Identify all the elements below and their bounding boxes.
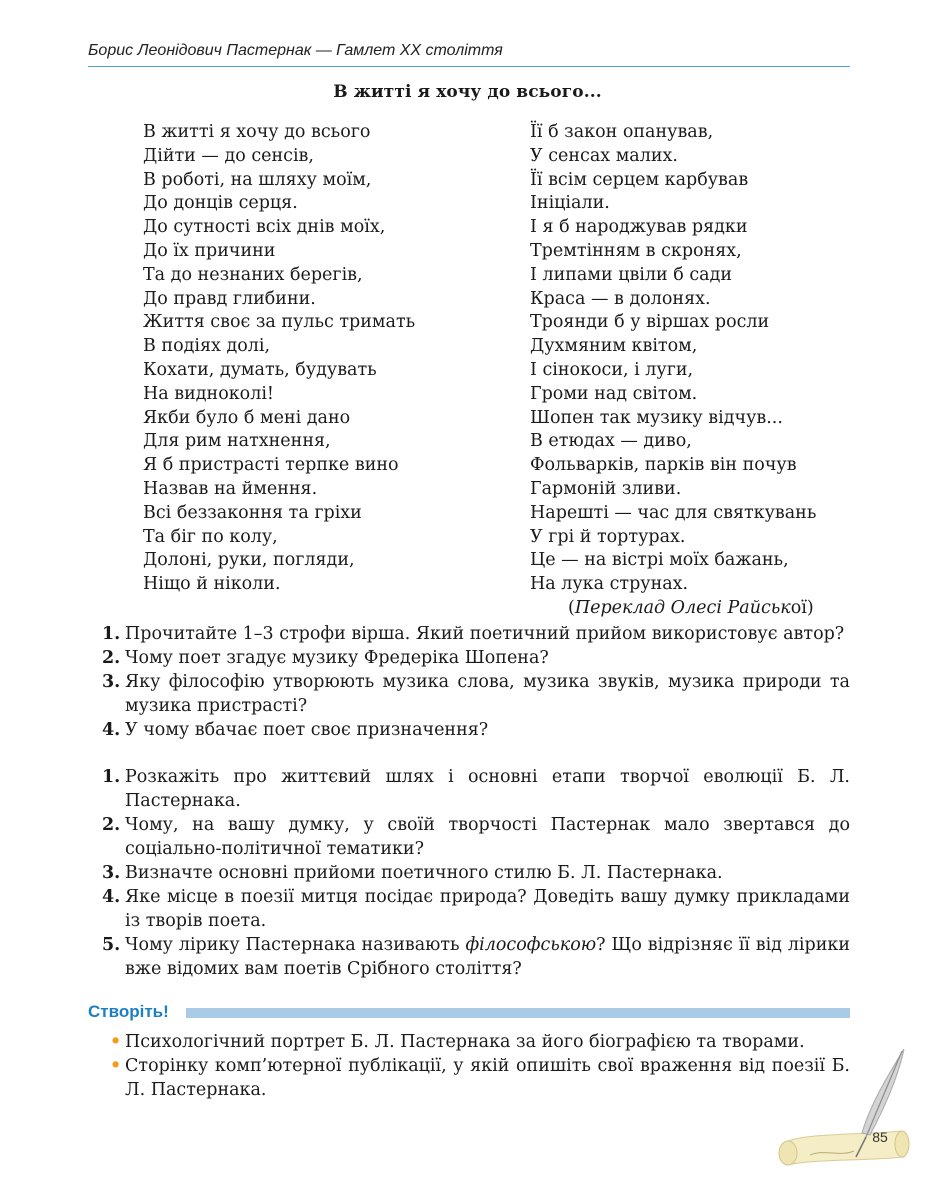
poem-line: В житті я хочу до всього	[143, 122, 371, 142]
quill-scroll-icon	[770, 1045, 910, 1175]
poem-line: Кохати, думать, будувать	[143, 359, 377, 380]
question-text: У чому вбачає поет своє призначення?	[125, 720, 489, 740]
running-header	[88, 42, 850, 67]
translation-credit-italic: Переклад Олесі Райськ	[574, 598, 791, 618]
question-text-before: Чому лірику Пастернака називають	[125, 935, 466, 955]
poem-line: В подіях долі,	[143, 336, 271, 357]
running-header-title: Борис Леонідович Пастернак — Гамлет ХХ століття	[88, 42, 503, 59]
question-item	[102, 813, 850, 861]
question-number: 1.	[102, 767, 121, 787]
poem-line: Для рим натхнення,	[143, 431, 331, 452]
review-questions	[102, 765, 850, 981]
translation-paren-close: ої)	[790, 598, 814, 618]
poem-line: Та біг по колу,	[143, 526, 278, 547]
poem-line: Я б пристрасті терпке вино	[143, 455, 399, 476]
poem-line: Якби було б мені дано	[143, 407, 351, 428]
poem-line: Духмяним квітом,	[530, 336, 698, 357]
translation-paren-open: (	[568, 598, 575, 618]
question-item	[102, 670, 850, 718]
poem-line: Фольварків, парків він почув	[530, 455, 797, 476]
poem-left-column	[143, 121, 415, 597]
poem-line: В етюдах — диво,	[530, 431, 692, 452]
question-text: Прочитайте 1–3 строфи вірша. Який поетичний прийом використовує автор?	[125, 624, 845, 644]
question-text: Визначте основні прийоми поетичного стилю Б. Л. Пастернака.	[125, 863, 723, 883]
create-section-heading	[88, 1002, 850, 1024]
poem-line: Шопен так музику відчув...	[530, 407, 783, 428]
poem-line: Всі беззаконня та гріхи	[143, 502, 362, 523]
question-number: 3.	[102, 672, 121, 692]
question-text: Розкажіть про життєвий шлях і основні етапи творчої еволюції Б. Л. Пастернака.	[125, 767, 850, 811]
question-number: 2.	[102, 648, 121, 668]
poem-line: У грі й тортурах.	[530, 526, 686, 547]
poem-line: Громи над світом.	[530, 383, 698, 404]
question-text-italic: філософською	[465, 935, 597, 955]
create-task-item	[110, 1030, 850, 1054]
poem-line: Троянди б у віршах росли	[530, 312, 770, 333]
create-task-text: Сторінку комп’ютерної публікації, у якій опишіть свої враження від поезії Б. Л. Пастернака.	[125, 1056, 850, 1100]
poem-line: Ніщо й ніколи.	[143, 574, 281, 595]
question-item	[102, 885, 850, 933]
question-item	[102, 646, 850, 670]
question-text: Яке місце в поезії митця посідає природа? Доведіть вашу думку прикладами із творів поета.	[125, 887, 850, 931]
question-item	[102, 718, 850, 742]
poem-line: Тремтінням в скронях,	[530, 240, 742, 261]
poem-line: До сутності всіх днів моїх,	[143, 217, 386, 238]
poem-line: Це — на вістрі моїх бажань,	[530, 550, 789, 571]
poem-line: Її всім серцем карбував	[530, 169, 749, 190]
poem-line: Ініціали.	[530, 193, 610, 214]
question-number: 5.	[102, 935, 121, 955]
translation-credit	[568, 598, 814, 618]
question-number: 4.	[102, 720, 121, 740]
question-item	[102, 933, 850, 981]
question-number: 4.	[102, 887, 121, 907]
question-number: 1.	[102, 624, 121, 644]
poem-line: На лука струнах.	[530, 574, 689, 595]
poem-line: До їх причини	[143, 240, 276, 261]
poem-line: Назвав на ймення.	[143, 478, 318, 499]
question-text: Яку філософію утворюють музика слова, музика звуків, музика природи та музика пристрасті?	[125, 672, 850, 716]
bullet-icon: •	[110, 1032, 122, 1052]
create-task-list	[110, 1030, 850, 1102]
question-text-after: ? Що відрізняє її від лірики вже відомих вам поетів Срібного століття?	[125, 935, 850, 979]
poem-line: І я б народжував рядки	[530, 217, 748, 238]
question-number: 2.	[102, 815, 121, 835]
poem-line: У сенсах малих.	[530, 145, 678, 166]
poem-title: В житті я хочу до всього...	[333, 82, 602, 102]
poem-line: І сінокоси, і луги,	[530, 359, 694, 380]
poem-questions	[102, 622, 850, 742]
create-section-bar	[186, 1008, 850, 1018]
question-text: Чому, на вашу думку, у своїй творчості Пастернак мало звертався до соціально-політичної тематики?	[125, 815, 850, 859]
poem-line: До правд глибини.	[143, 288, 316, 309]
create-task-text: Психологічний портрет Б. Л. Пастернака за його біографією та творами.	[125, 1032, 805, 1052]
create-section-title: Створіть!	[88, 1002, 169, 1021]
question-number: 3.	[102, 863, 121, 883]
poem-line: На видноколі!	[143, 383, 274, 404]
poem-line: Долоні, руки, погляди,	[143, 550, 355, 571]
poem-right-column	[530, 121, 816, 597]
bullet-icon: •	[110, 1056, 122, 1076]
poem-line: Та до незнаних берегів,	[143, 264, 363, 285]
poem-line: І липами цвіли б сади	[530, 264, 733, 285]
poem-line: Її б закон опанував,	[530, 122, 714, 142]
poem-line: Нарешті — час для святкувань	[530, 502, 817, 523]
create-task-item	[110, 1054, 850, 1102]
page-number: 85	[872, 1129, 888, 1145]
poem-line: Дійти — до сенсів,	[143, 145, 314, 166]
poem-line: Краса — в долонях.	[530, 288, 711, 309]
question-text: Чому поет згадує музику Фредеріка Шопена?	[125, 648, 549, 668]
question-item	[102, 861, 850, 885]
poem-line: Гармоній зливи.	[530, 478, 682, 499]
poem-line: Життя своє за пульс тримать	[143, 312, 416, 333]
poem-line: До донців серця.	[143, 193, 298, 214]
question-item	[102, 765, 850, 813]
poem-line: В роботі, на шляху моїм,	[143, 169, 372, 190]
question-item	[102, 622, 850, 646]
